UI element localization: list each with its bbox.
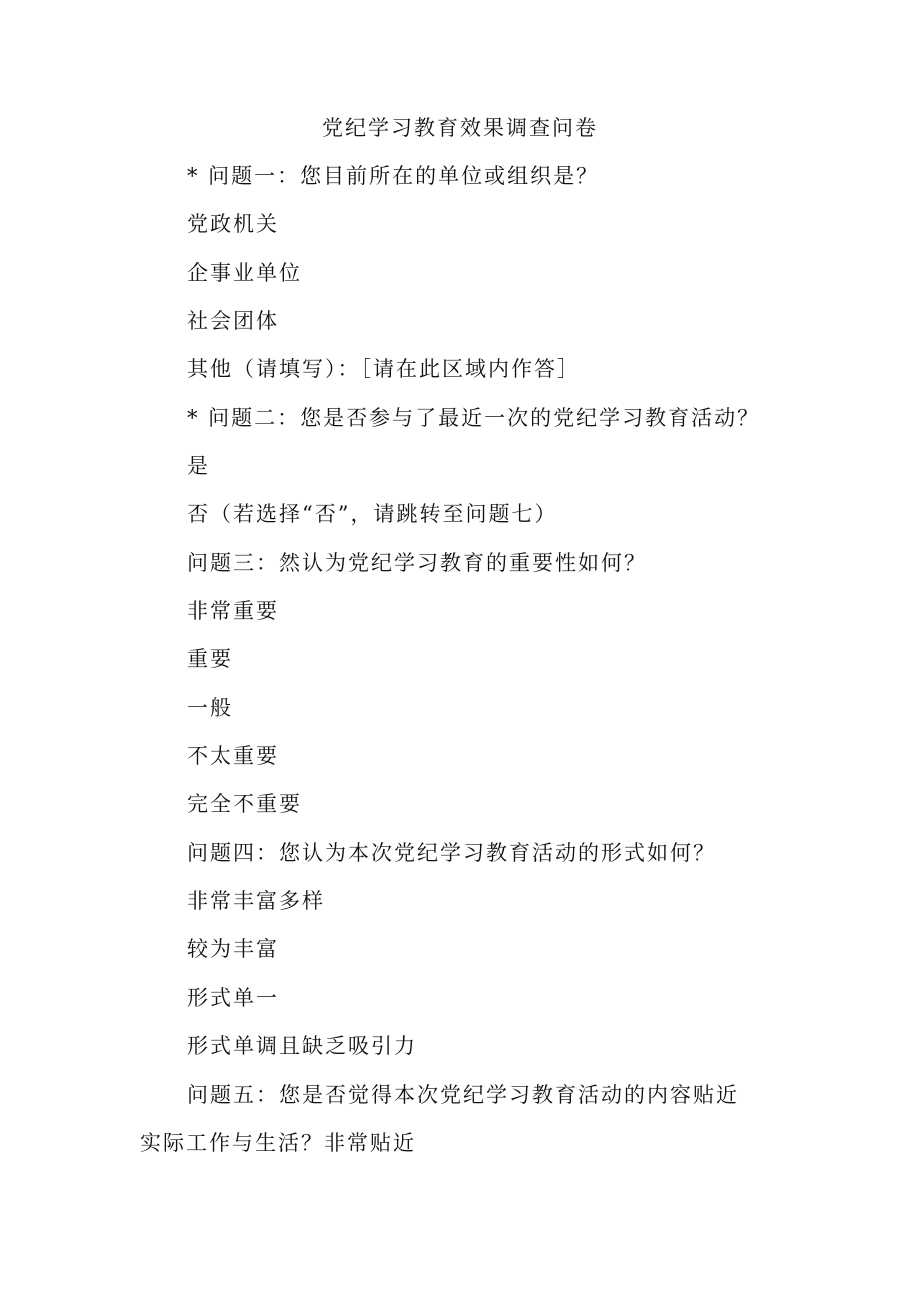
q1-option-1: 党政机关 <box>187 212 279 236</box>
question-4: 问题四：您认为本次党纪学习教育活动的形式如何？ <box>187 841 716 865</box>
question-3: 问题三：然认为党纪学习教育的重要性如何？ <box>187 551 647 575</box>
question-5-line-1: 问题五：您是否觉得本次党纪学习教育活动的内容贴近 <box>187 1083 739 1107</box>
q3-option-5: 完全不重要 <box>187 792 302 816</box>
q4-option-1: 非常丰富多样 <box>187 889 325 913</box>
q4-option-3: 形式单一 <box>187 986 279 1010</box>
q1-option-2: 企事业单位 <box>187 261 302 285</box>
q4-option-2: 较为丰富 <box>187 937 279 961</box>
q3-option-1: 非常重要 <box>187 599 279 623</box>
q4-option-4: 形式单调且缺乏吸引力 <box>187 1034 417 1058</box>
q3-option-4: 不太重要 <box>187 744 279 768</box>
q2-option-1: 是 <box>187 454 210 478</box>
q3-option-3: 一般 <box>187 696 233 720</box>
q1-option-4: 其他（请填写）：［请在此区域内作答］ <box>187 357 580 381</box>
q3-option-2: 重要 <box>187 647 233 671</box>
q2-option-2: 否（若选择“否”，请跳转至问题七） <box>187 502 558 526</box>
q1-option-3: 社会团体 <box>187 309 279 333</box>
question-2: * 问题二：您是否参与了最近一次的党纪学习教育活动？ <box>187 406 761 430</box>
question-5-line-2: 实际工作与生活？非常贴近 <box>140 1131 416 1155</box>
question-1: * 问题一：您目前所在的单位或组织是？ <box>187 164 600 188</box>
document-title: 党纪学习教育效果调查问卷 <box>322 116 598 140</box>
